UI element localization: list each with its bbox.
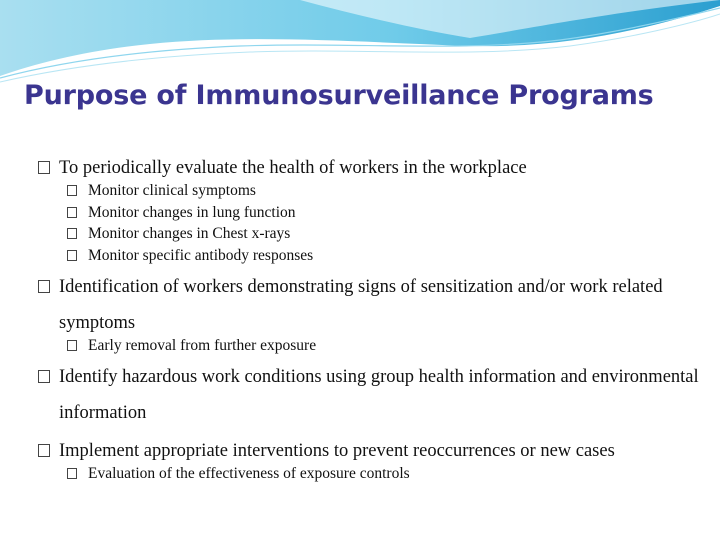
square-bullet-icon — [67, 228, 77, 239]
square-bullet-icon — [67, 340, 77, 351]
sub-bullet-text: Evaluation of the effectiveness of exposure controls — [88, 464, 410, 482]
sub-bullet-item — [59, 245, 710, 267]
sub-bullet-text: Early removal from further exposure — [88, 336, 317, 354]
sub-bullet-list — [38, 180, 710, 267]
square-bullet-icon — [67, 207, 77, 218]
square-bullet-icon — [38, 370, 50, 383]
sub-bullet-text: Monitor changes in lung function — [88, 203, 296, 221]
sub-bullet-item — [59, 223, 710, 245]
sub-bullet-list — [38, 463, 710, 485]
sub-bullet-text: Monitor clinical symptoms — [88, 182, 256, 199]
square-bullet-icon — [67, 185, 77, 196]
bullet-item — [38, 269, 710, 341]
sub-bullet-text: Monitor specific antibody responses — [88, 247, 314, 265]
bullet-text: Identification of workers demonstrating signs of sensitization and/or work related symptoms — [59, 276, 663, 333]
square-bullet-icon — [38, 161, 50, 174]
bullet-text: Identify hazardous work conditions using group health information and environmental information — [59, 366, 699, 423]
square-bullet-icon — [67, 468, 77, 479]
bullet-item — [38, 359, 710, 431]
bullet-text: To periodically evaluate the health of workers in the workplace — [59, 158, 527, 178]
square-bullet-icon — [38, 280, 50, 293]
sub-bullet-item — [59, 463, 710, 485]
sub-bullet-item — [59, 180, 710, 202]
header-wave-decoration — [0, 0, 720, 90]
square-bullet-icon — [67, 250, 77, 261]
sub-bullet-list — [38, 335, 710, 357]
sub-bullet-item — [59, 335, 710, 357]
sub-bullet-item — [59, 202, 710, 224]
slide-title: Purpose of Immunosurveillance Programs — [24, 80, 654, 111]
bullet-list — [38, 150, 710, 484]
bullet-text: Implement appropriate interventions to prevent reoccurrences or new cases — [59, 440, 615, 461]
sub-bullet-text: Monitor changes in Chest x-rays — [88, 225, 291, 243]
square-bullet-icon — [38, 444, 50, 457]
